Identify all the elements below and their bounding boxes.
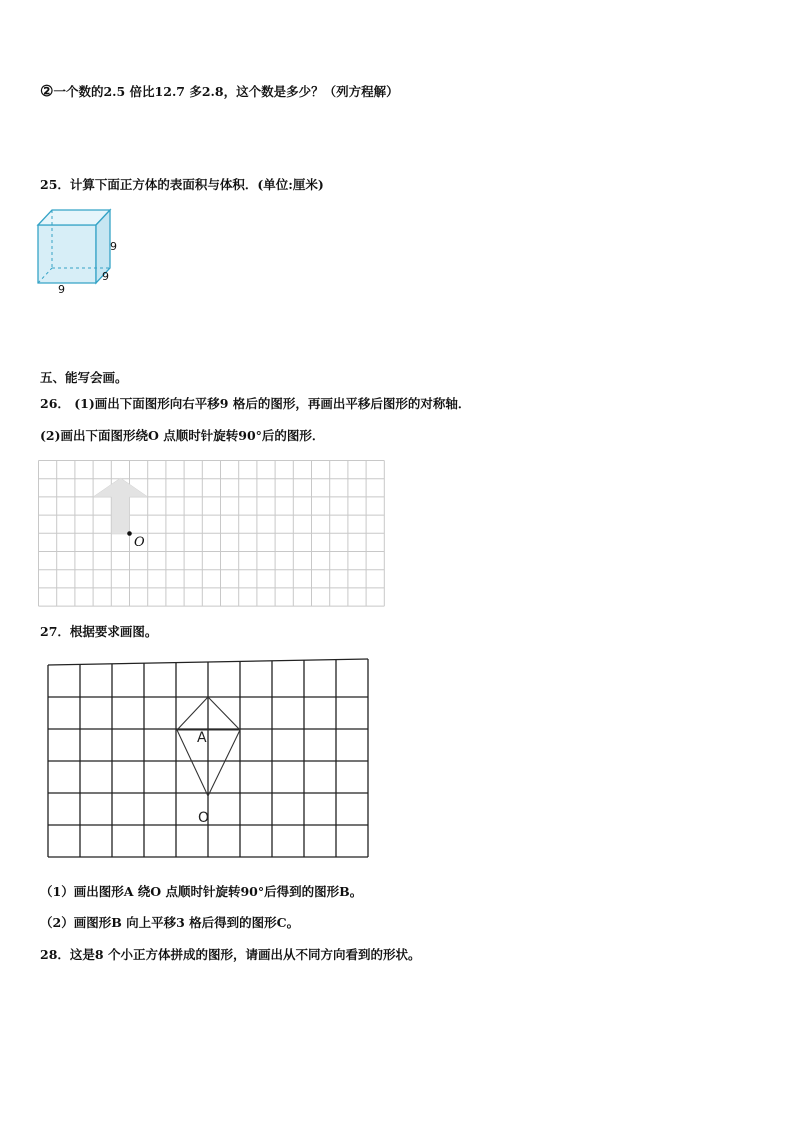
section-5-title: 五、能写会画。 — [40, 370, 128, 385]
question-27-sub-1: （1）画出图形A 绕O 点顺时针旋转90°后得到的图形B。 — [40, 884, 363, 899]
cube-depth-label: 9 — [102, 270, 109, 283]
grid-27-lines — [48, 659, 368, 857]
question-27-text: 27．根据要求画图。 — [40, 624, 158, 639]
question-24-text: 一个数的2.5 倍比12.7 多2.8，这个数是多少？（列方程解） — [53, 84, 399, 99]
cube-width-label: 9 — [58, 283, 65, 296]
question-24-part-2 — [40, 83, 399, 100]
grid-26-lines — [39, 461, 385, 607]
cube-figure — [36, 208, 126, 298]
question-26-line-2: (2)画出下面图形绕O 点顺时针旋转90°后的图形． — [40, 428, 325, 443]
grid-figure-27 — [46, 655, 376, 865]
grid-figure-26 — [38, 460, 388, 608]
point-o-label: O — [134, 535, 145, 550]
point-o-label: O — [198, 810, 210, 826]
figure-a-label: A — [197, 730, 207, 746]
arrow-shape — [93, 478, 148, 534]
point-o-dot — [127, 531, 132, 536]
circled-number-2: ② — [40, 82, 54, 100]
question-26-line-1: 26． (1)画出下面图形向右平移9 格后的图形，再画出平移后图形的对称轴． — [40, 396, 471, 411]
cube-height-label: 9 — [110, 240, 117, 253]
question-28-text: 28．这是8 个小正方体拼成的图形，请画出从不同方向看到的形状。 — [40, 947, 421, 962]
question-25-text: 25．计算下面正方体的表面积与体积．(单位:厘米) — [40, 177, 324, 192]
question-27-sub-2: （2）画图形B 向上平移3 格后得到的图形C。 — [40, 915, 300, 930]
